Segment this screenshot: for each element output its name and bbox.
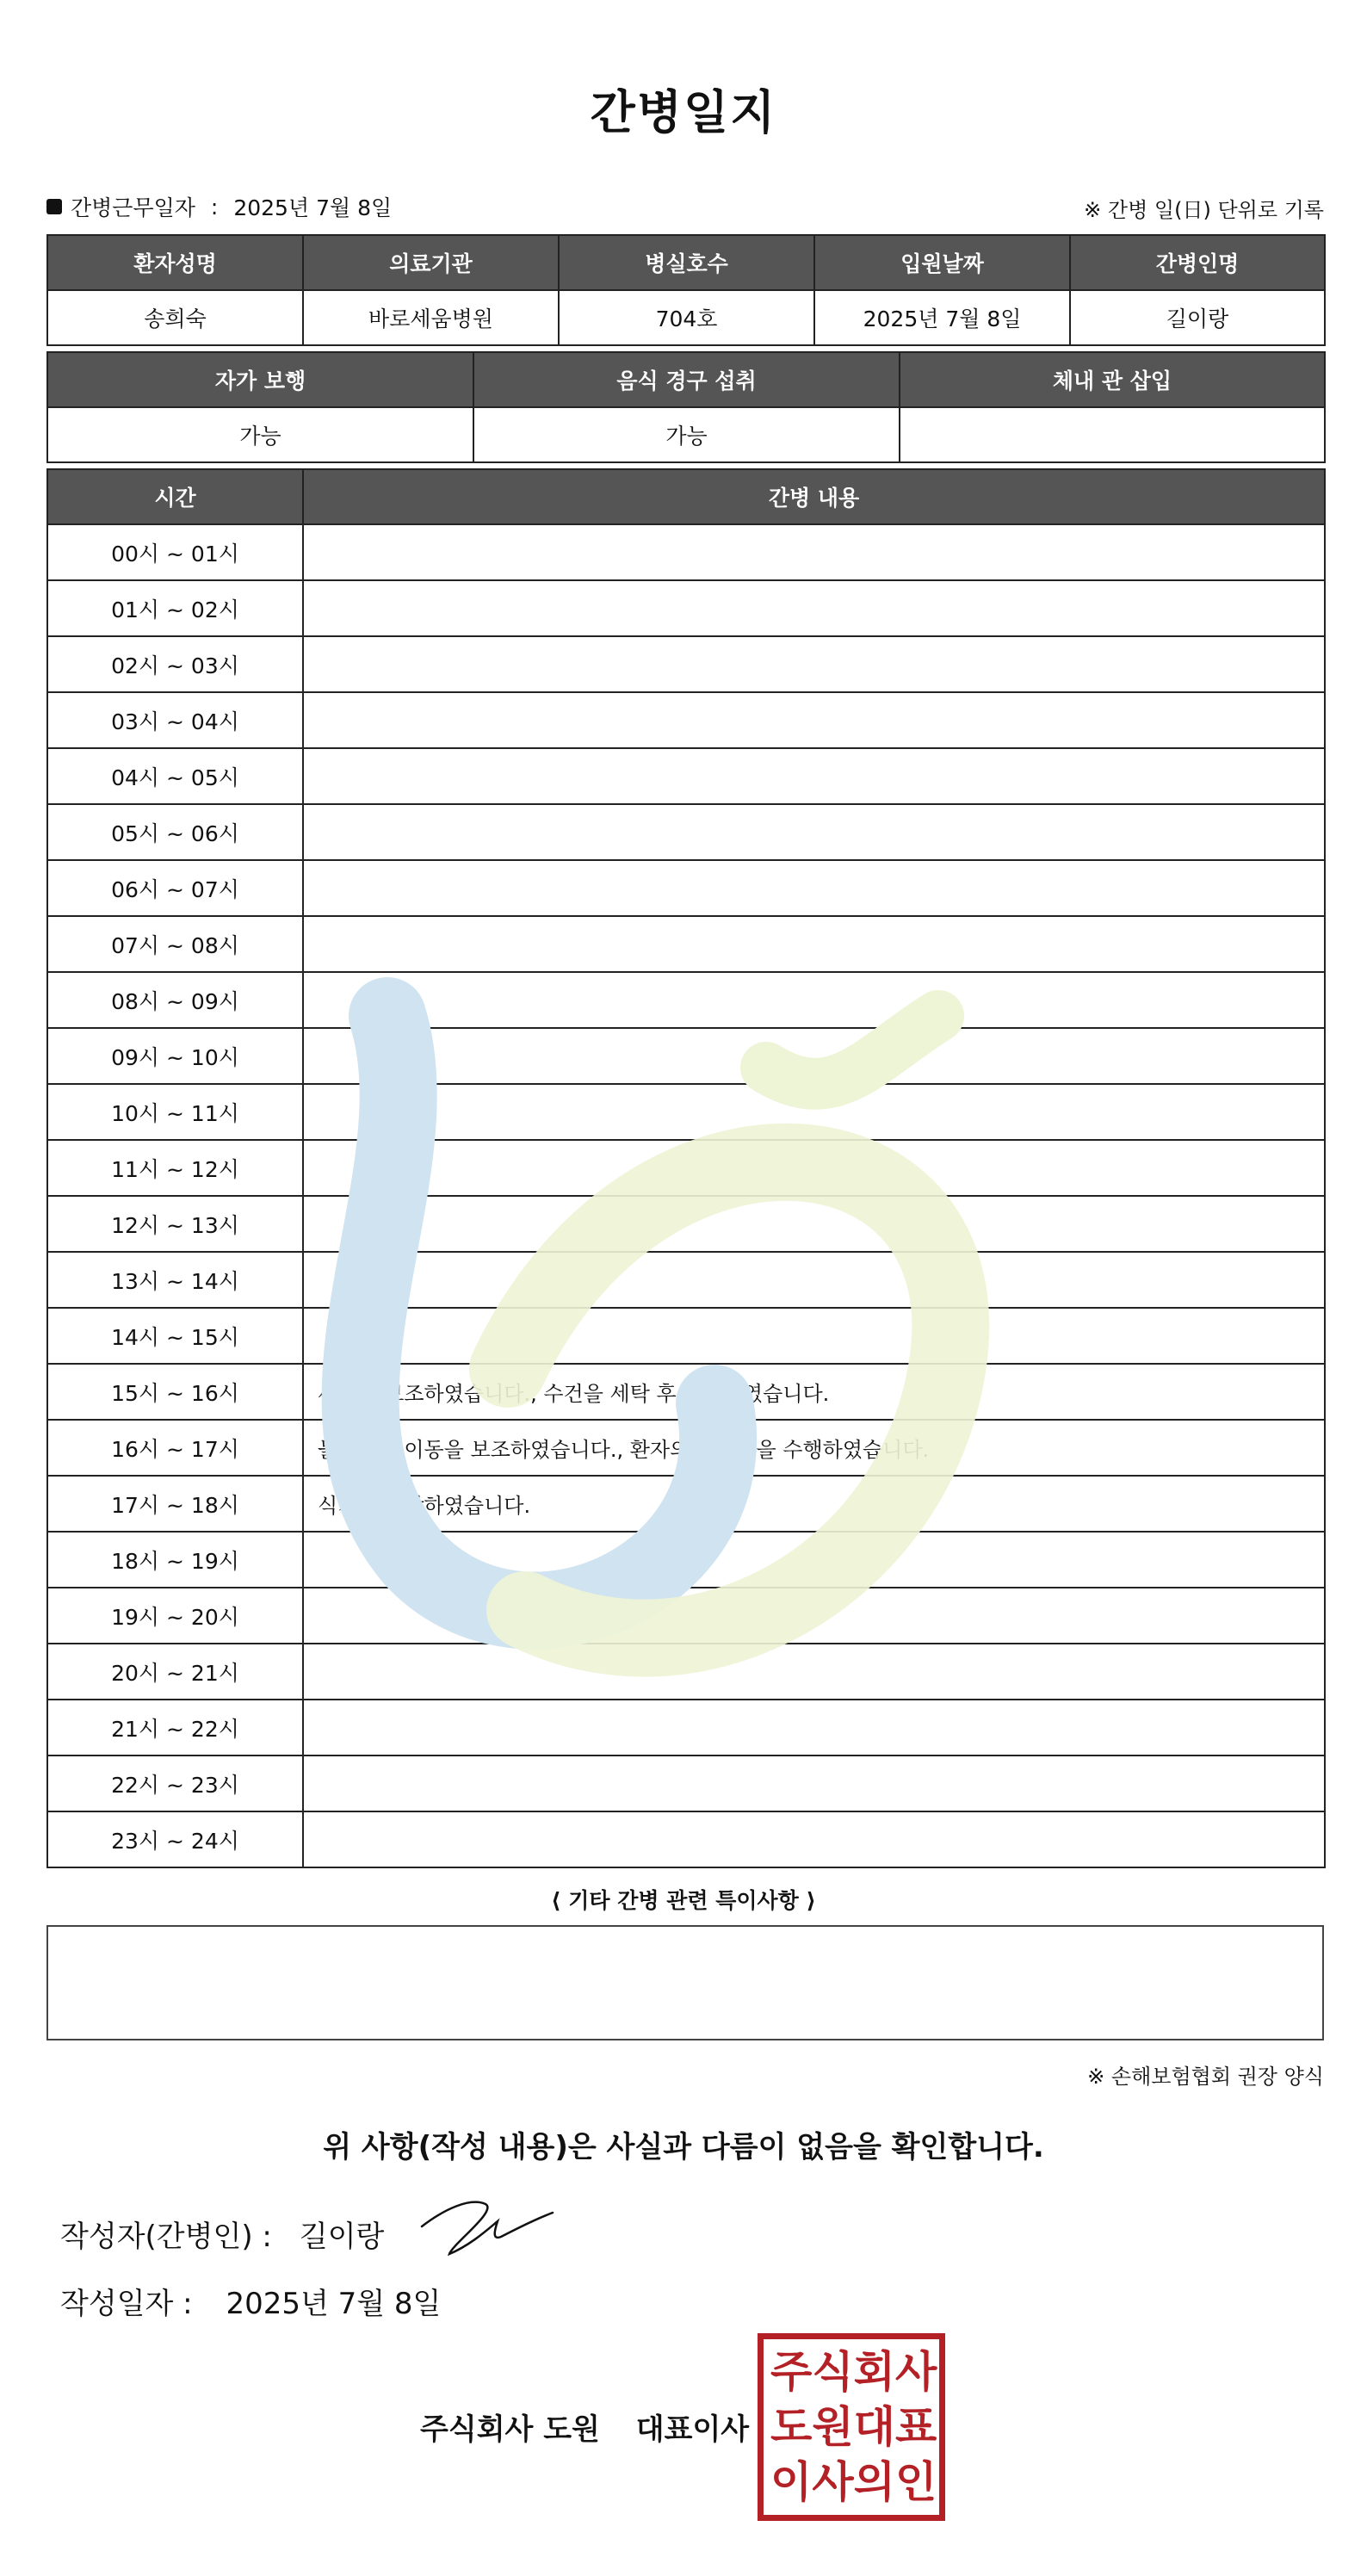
written-date-row <box>60 2280 441 2322</box>
value-admission-date: 2025년 7월 8일 <box>814 290 1070 345</box>
value-room-number: 704호 <box>559 290 814 345</box>
patient-info-value-row <box>47 290 1325 345</box>
author-name: 길이랑 <box>299 2220 385 2254</box>
log-body <box>47 524 1325 1867</box>
written-date-value: 2025년 7월 8일 <box>226 2287 442 2321</box>
value-patient-name: 송희숙 <box>47 290 303 345</box>
form-source-note: ※ 손해보험협회 권장 양식 <box>1087 2065 1324 2089</box>
log-content-cell <box>303 1644 1325 1700</box>
log-row <box>47 1811 1325 1867</box>
log-row <box>47 972 1325 1028</box>
log-content-cell <box>303 1252 1325 1308</box>
log-content-cell <box>303 1588 1325 1644</box>
status-value-row <box>47 407 1325 462</box>
seal-character: 표 <box>894 2402 937 2452</box>
value-oral-intake: 가능 <box>473 407 900 462</box>
log-time-cell: 15시 ~ 16시 <box>47 1364 303 1420</box>
patient-info-header-row <box>47 235 1325 290</box>
log-time-cell: 14시 ~ 15시 <box>47 1308 303 1364</box>
log-time-cell: 23시 ~ 24시 <box>47 1811 303 1867</box>
log-row <box>47 1196 1325 1252</box>
special-notes-box <box>46 1925 1324 2040</box>
patient-status-table <box>46 351 1326 463</box>
hourly-log-table <box>46 468 1326 1868</box>
value-tube-insertion <box>900 407 1325 462</box>
log-row <box>47 1756 1325 1811</box>
header-self-walking: 자가 보행 <box>47 352 473 407</box>
value-caregiver-name: 길이랑 <box>1070 290 1325 345</box>
log-time-cell: 07시 ~ 08시 <box>47 916 303 972</box>
log-row <box>47 1700 1325 1756</box>
log-time-cell: 17시 ~ 18시 <box>47 1476 303 1532</box>
status-header-row <box>47 352 1325 407</box>
log-row <box>47 524 1325 580</box>
log-content-cell: 물리치료 이동을 보조하였습니다., 환자의 심부름을 수행하였습니다. <box>303 1420 1325 1476</box>
seal-characters <box>770 2344 937 2510</box>
log-row <box>47 1084 1325 1140</box>
log-row <box>47 1476 1325 1532</box>
log-time-cell: 01시 ~ 02시 <box>47 580 303 636</box>
log-time-cell: 03시 ~ 04시 <box>47 692 303 748</box>
log-row <box>47 1140 1325 1196</box>
company-seal-stamp <box>758 2333 945 2521</box>
log-content-cell: 식기를 반납하였습니다. <box>303 1476 1325 1532</box>
log-row <box>47 916 1325 972</box>
unit-note: ※ 간병 일(日) 단위로 기록 <box>1084 198 1324 222</box>
log-row <box>47 1644 1325 1700</box>
log-time-cell: 11시 ~ 12시 <box>47 1140 303 1196</box>
log-row <box>47 692 1325 748</box>
log-content-cell <box>303 1532 1325 1588</box>
confirmation-statement: 위 사항(작성 내용)은 사실과 다름이 없음을 확인합니다. <box>323 2130 1044 2164</box>
log-time-cell: 05시 ~ 06시 <box>47 804 303 860</box>
log-content-cell: 세면을 보조하였습니다., 수건을 세탁 후 교환하였습니다. <box>303 1364 1325 1420</box>
company-name: 주식회사 도원 <box>420 2412 600 2447</box>
log-time-cell: 02시 ~ 03시 <box>47 636 303 692</box>
company-representative: 대표이사 <box>635 2412 750 2447</box>
log-time-cell: 12시 ~ 13시 <box>47 1196 303 1252</box>
work-date-value: 2025년 7월 8일 <box>233 195 393 220</box>
seal-character: 주 <box>770 2347 813 2397</box>
log-time-cell: 18시 ~ 19시 <box>47 1532 303 1588</box>
log-header-row <box>47 469 1325 524</box>
log-row <box>47 1308 1325 1364</box>
log-time-cell: 13시 ~ 14시 <box>47 1252 303 1308</box>
log-row <box>47 860 1325 916</box>
log-row <box>47 1364 1325 1420</box>
log-time-cell: 06시 ~ 07시 <box>47 860 303 916</box>
log-row <box>47 1588 1325 1644</box>
log-row <box>47 804 1325 860</box>
log-content-cell <box>303 804 1325 860</box>
seal-character: 인 <box>894 2457 937 2507</box>
header-room-number: 병실호수 <box>559 235 814 290</box>
work-date-label: 간병근무일자 <box>71 195 195 220</box>
log-row <box>47 748 1325 804</box>
author-label: 작성자(간병인) : <box>60 2220 272 2254</box>
log-time-cell: 08시 ~ 09시 <box>47 972 303 1028</box>
log-content-cell <box>303 1811 1325 1867</box>
patient-info-table <box>46 234 1326 346</box>
header-caregiver-name: 간병인명 <box>1070 235 1325 290</box>
log-row <box>47 636 1325 692</box>
log-time-cell: 04시 ~ 05시 <box>47 748 303 804</box>
value-self-walking: 가능 <box>47 407 473 462</box>
header-oral-intake: 음식 경구 섭취 <box>473 352 900 407</box>
work-date-field <box>46 191 392 222</box>
log-content-cell <box>303 636 1325 692</box>
log-content-cell <box>303 580 1325 636</box>
seal-character: 도 <box>770 2402 813 2452</box>
handwritten-signature <box>418 2192 556 2261</box>
log-time-cell: 20시 ~ 21시 <box>47 1644 303 1700</box>
log-time-cell: 21시 ~ 22시 <box>47 1700 303 1756</box>
company-signature-line <box>420 2406 749 2448</box>
log-content-cell <box>303 1196 1325 1252</box>
log-time-cell: 10시 ~ 11시 <box>47 1084 303 1140</box>
log-time-cell: 09시 ~ 10시 <box>47 1028 303 1084</box>
seal-character: 원 <box>812 2402 854 2452</box>
written-date-label: 작성일자 : <box>60 2287 193 2321</box>
log-content-cell <box>303 1700 1325 1756</box>
meta-row <box>46 191 1324 222</box>
header-admission-date: 입원날짜 <box>814 235 1070 290</box>
log-row <box>47 1252 1325 1308</box>
author-row <box>60 2213 384 2255</box>
seal-character: 식 <box>812 2347 854 2397</box>
log-content-cell <box>303 1140 1325 1196</box>
seal-character: 회 <box>853 2347 895 2397</box>
log-time-cell: 00시 ~ 01시 <box>47 524 303 580</box>
seal-character: 대 <box>853 2402 895 2452</box>
header-care-content: 간병 내용 <box>303 469 1325 524</box>
seal-character: 의 <box>853 2457 895 2507</box>
log-row <box>47 1028 1325 1084</box>
header-tube-insertion: 체내 관 삽입 <box>900 352 1325 407</box>
log-row <box>47 580 1325 636</box>
seal-character: 이 <box>770 2457 813 2507</box>
header-patient-name: 환자성명 <box>47 235 303 290</box>
log-content-cell <box>303 972 1325 1028</box>
log-row <box>47 1420 1325 1476</box>
log-content-cell <box>303 748 1325 804</box>
header-time: 시간 <box>47 469 303 524</box>
document-title: 간병일지 <box>590 85 777 139</box>
log-content-cell <box>303 692 1325 748</box>
header-institution: 의료기관 <box>303 235 559 290</box>
work-date-colon: : <box>210 194 219 220</box>
log-time-cell: 22시 ~ 23시 <box>47 1756 303 1811</box>
log-time-cell: 19시 ~ 20시 <box>47 1588 303 1644</box>
log-content-cell <box>303 1028 1325 1084</box>
log-content-cell <box>303 1756 1325 1811</box>
log-content-cell <box>303 524 1325 580</box>
log-content-cell <box>303 860 1325 916</box>
bullet-square-icon <box>46 199 62 214</box>
notes-heading: ⟨ 기타 간병 관련 특이사항 ⟩ <box>551 1888 816 1913</box>
log-content-cell <box>303 916 1325 972</box>
seal-character: 사 <box>894 2347 937 2397</box>
log-content-cell <box>303 1308 1325 1364</box>
value-institution: 바로세움병원 <box>303 290 559 345</box>
log-row <box>47 1532 1325 1588</box>
seal-character: 사 <box>812 2457 854 2507</box>
log-time-cell: 16시 ~ 17시 <box>47 1420 303 1476</box>
log-content-cell <box>303 1084 1325 1140</box>
